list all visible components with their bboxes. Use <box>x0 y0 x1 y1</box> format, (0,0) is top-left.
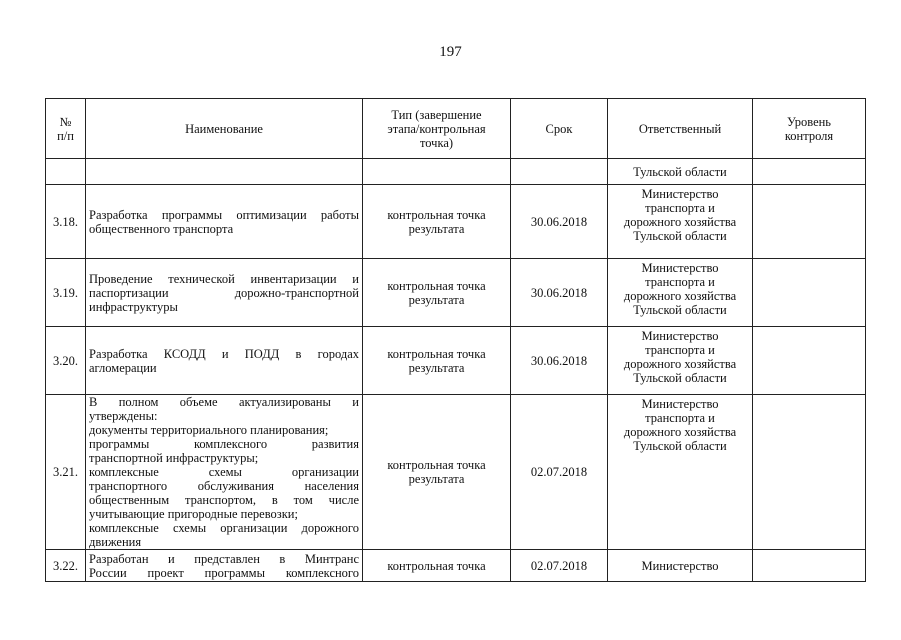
cell-date: 02.07.2018 <box>511 395 608 550</box>
cell-responsible: Министерство <box>608 550 753 582</box>
table-row <box>46 395 866 550</box>
header-control: Уровень контроля <box>753 99 866 159</box>
page-number: 197 <box>439 44 462 60</box>
cell-control <box>753 259 866 327</box>
cell-responsible: Министерство транспорта и дорожного хозяйства Тульской области <box>608 395 753 550</box>
table-row <box>46 550 866 582</box>
table-header-row <box>46 99 866 159</box>
cell-num: 3.20. <box>46 327 86 395</box>
cell-num: 3.19. <box>46 259 86 327</box>
cell-responsible: Министерство транспорта и дорожного хозяйства Тульской области <box>608 185 753 259</box>
cell-control <box>753 159 866 185</box>
table-row <box>46 185 866 259</box>
cell-name: Разработан и представлен в Минтранс России проект программы комплексного <box>86 550 363 582</box>
cell-name: В полном объеме актуализированы и утверждены: документы территориального планирования; программы комплексного развития транспортной инфраструктуры; комплексные схемы организации транспортного обслуживания населения общественным транспортом, в том числе учитывающие пригородные перевозки; комплексные схемы организации дорожного движения <box>86 395 363 550</box>
cell-date: 30.06.2018 <box>511 327 608 395</box>
cell-type: контрольная точка <box>363 550 511 582</box>
cell-control <box>753 327 866 395</box>
cell-type <box>363 159 511 185</box>
cell-responsible: Министерство транспорта и дорожного хозяйства Тульской области <box>608 259 753 327</box>
cell-name: Разработка программы оптимизации работы общественного транспорта <box>86 185 363 259</box>
cell-responsible: Министерство транспорта и дорожного хозяйства Тульской области <box>608 327 753 395</box>
cell-type: контрольная точка результата <box>363 395 511 550</box>
cell-type: контрольная точка результата <box>363 185 511 259</box>
cell-type: контрольная точка результата <box>363 327 511 395</box>
table-row <box>46 159 866 185</box>
cell-num: 3.21. <box>46 395 86 550</box>
cell-num <box>46 159 86 185</box>
cell-control <box>753 185 866 259</box>
cell-date: 02.07.2018 <box>511 550 608 582</box>
cell-name <box>86 159 363 185</box>
cell-date <box>511 159 608 185</box>
cell-num: 3.18. <box>46 185 86 259</box>
cell-control <box>753 395 866 550</box>
cell-date: 30.06.2018 <box>511 185 608 259</box>
header-responsible: Ответственный <box>608 99 753 159</box>
header-deadline: Срок <box>511 99 608 159</box>
cell-name: Проведение технической инвентаризации и паспортизации дорожно-транспортной инфраструктуры <box>86 259 363 327</box>
plan-table <box>45 98 866 582</box>
cell-type: контрольная точка результата <box>363 259 511 327</box>
header-type: Тип (завершение этапа/контрольная точка) <box>363 99 511 159</box>
table-row <box>46 327 866 395</box>
cell-num: 3.22. <box>46 550 86 582</box>
table-row <box>46 259 866 327</box>
header-num: № п/п <box>46 99 86 159</box>
cell-name: Разработка КСОДД и ПОДД в городах агломерации <box>86 327 363 395</box>
header-name: Наименование <box>86 99 363 159</box>
cell-responsible: Тульской области <box>608 159 753 185</box>
cell-control <box>753 550 866 582</box>
cell-date: 30.06.2018 <box>511 259 608 327</box>
